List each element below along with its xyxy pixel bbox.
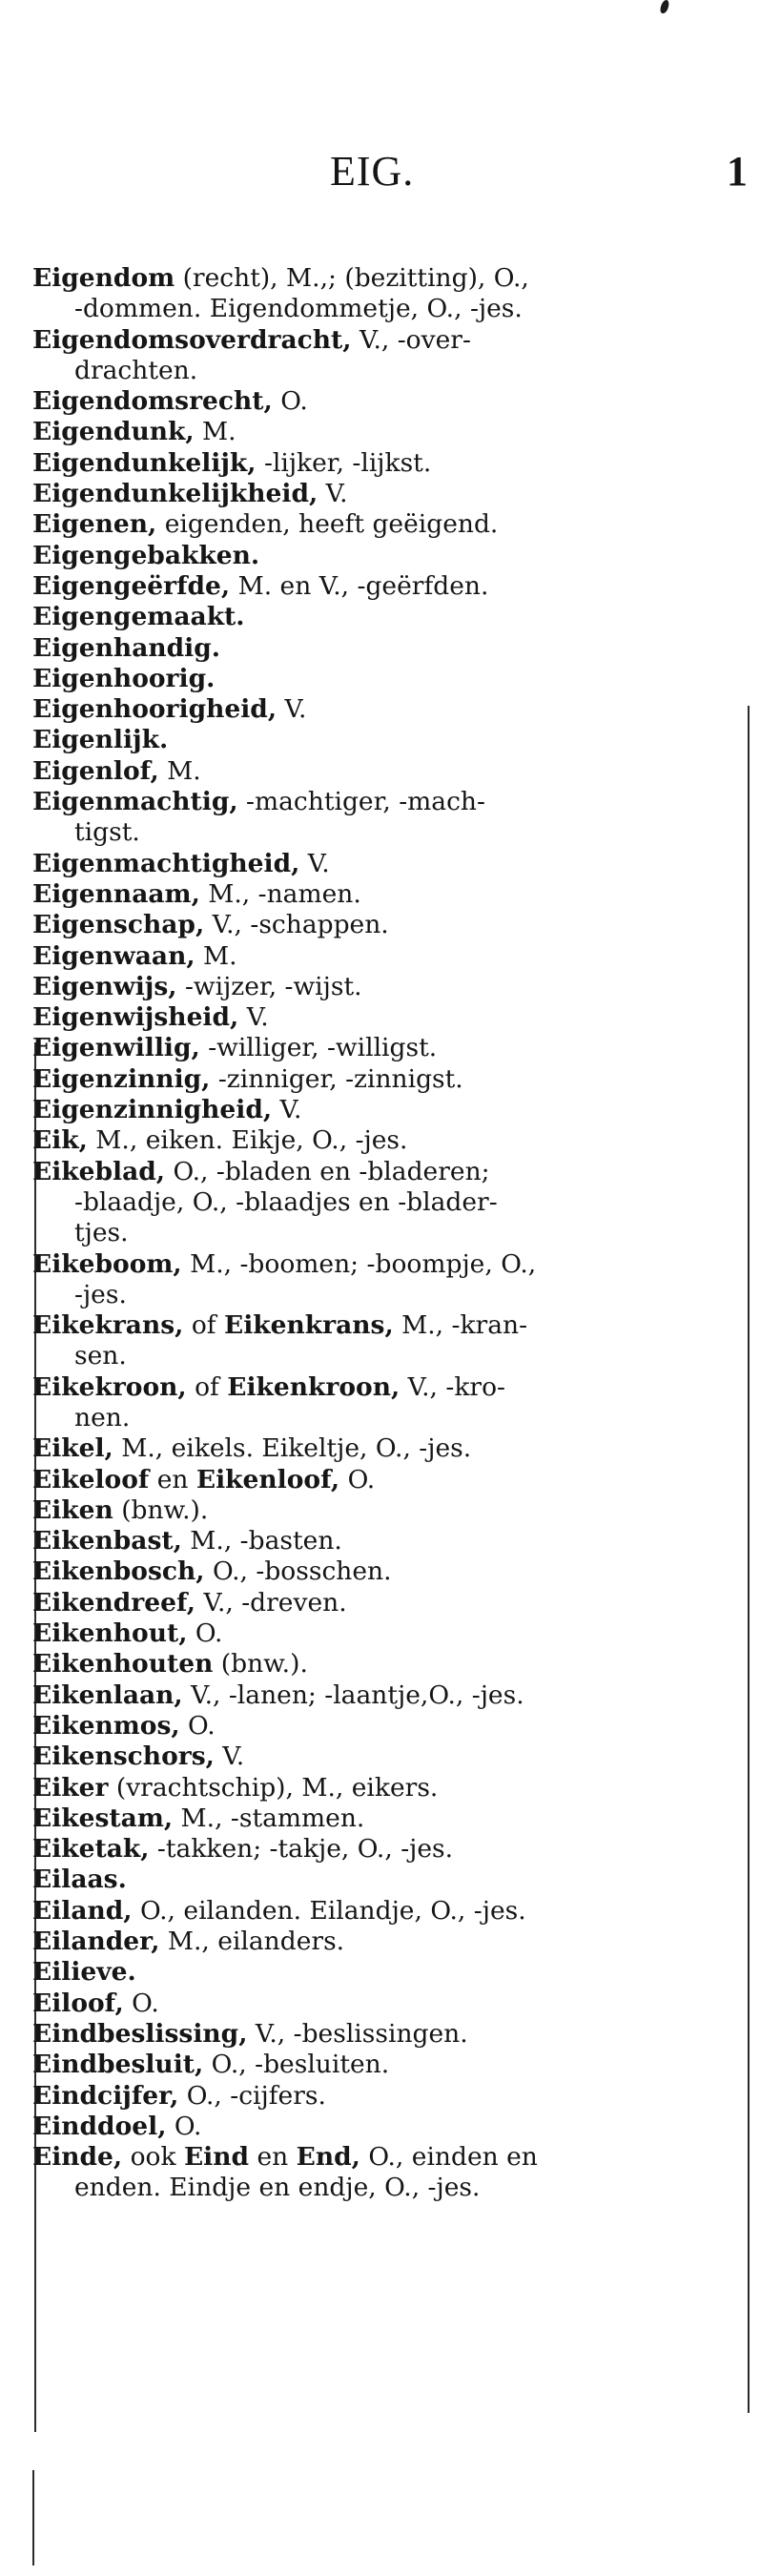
- entry-headword: Eigengebakken.: [32, 540, 260, 570]
- entry-headword: Eigengemaakt.: [32, 602, 245, 632]
- entry-headword: Eikeblad,: [32, 1156, 166, 1186]
- entry-headword: Eigenlof,: [32, 755, 159, 786]
- entry-text: O.: [179, 1710, 216, 1741]
- entry-text: en: [149, 1464, 196, 1494]
- entry-text: O.: [166, 2111, 202, 2141]
- entry-headword: Eigenhoorigheid,: [32, 694, 277, 725]
- entry-text: eigenden, heeft geëigend.: [156, 509, 499, 540]
- entry-text: V.: [318, 479, 348, 509]
- entry-text: O.: [272, 386, 308, 417]
- dictionary-entry: [32, 1249, 738, 1280]
- entry-headword: Eikenhout,: [32, 1618, 188, 1649]
- entry-text: M., -boomen; -boompje, O.,: [181, 1248, 537, 1279]
- entry-text: (bnw.).: [213, 1649, 308, 1680]
- entry-headword: Eikenkrans,: [224, 1310, 394, 1341]
- entry-text: V.: [272, 1095, 302, 1125]
- dictionary-entry: [32, 849, 738, 879]
- entry-continuation: [32, 1341, 738, 1371]
- entry-text: sen.: [74, 1341, 127, 1371]
- dictionary-entry: [32, 1711, 738, 1741]
- entry-text: M., eikels. Eikeltje, O., -jes.: [113, 1433, 472, 1464]
- entry-headword: Eigennaam,: [32, 878, 200, 909]
- entry-headword: Eiketak,: [32, 1834, 150, 1865]
- entry-text: en: [249, 2142, 297, 2173]
- entry-headword: Eigendomsrecht,: [32, 386, 273, 417]
- dictionary-entry: [32, 1495, 738, 1526]
- entry-headword: Eigenzinnigheid,: [32, 1095, 273, 1125]
- dictionary-entry: [32, 479, 738, 509]
- dictionary-entry: [32, 325, 738, 356]
- dictionary-entry: [32, 633, 738, 664]
- page-header: [0, 143, 760, 200]
- entry-headword: Eigenschap,: [32, 910, 205, 940]
- dictionary-entry: [32, 2142, 738, 2173]
- entry-text: V., -beslissingen.: [247, 2018, 468, 2049]
- dictionary-entry: [32, 1803, 738, 1834]
- dictionary-entry: [32, 263, 738, 294]
- entry-text: M., -kran-: [393, 1310, 528, 1341]
- entry-text: M.: [194, 417, 236, 447]
- entry-text: M., eiken. Eikje, O., -jes.: [87, 1125, 408, 1156]
- entry-text: drachten.: [74, 355, 198, 385]
- entry-text: -blaadje, O., -blaadjes en -blader-: [74, 1186, 498, 1217]
- entry-headword: Eikenmos,: [32, 1710, 180, 1741]
- dictionary-entry: [32, 1526, 738, 1556]
- dictionary-entry: [32, 1310, 738, 1341]
- dictionary-entry: [32, 1465, 738, 1495]
- entry-headword: Eigenhandig.: [32, 632, 220, 663]
- dictionary-entry: [32, 1957, 738, 1988]
- entry-headword: Eigenwillig,: [32, 1033, 200, 1063]
- dictionary-entry: [32, 1002, 738, 1033]
- dictionary-entry: [32, 972, 738, 1002]
- entry-headword: Eikenbast,: [32, 1526, 182, 1556]
- entry-headword: Eikenlaan,: [32, 1680, 183, 1710]
- entry-headword: Eikenbosch,: [32, 1556, 205, 1587]
- entry-text: O., eilanden. Eilandje, O., -jes.: [132, 1895, 526, 1926]
- entry-headword: Eikekrans,: [32, 1310, 184, 1341]
- entry-headword: Eikenschors,: [32, 1741, 215, 1772]
- entry-continuation: [32, 356, 738, 386]
- entry-text: V., -dreven.: [195, 1587, 347, 1618]
- entry-headword: Eigendunk,: [32, 417, 195, 447]
- dictionary-entry: [32, 1741, 738, 1772]
- entry-text: M. en V., -geërfden.: [230, 570, 489, 601]
- dictionary-entry: [32, 417, 738, 447]
- entry-text: (bnw.).: [113, 1494, 209, 1525]
- entry-text: ook: [122, 2142, 184, 2173]
- entry-continuation: [32, 294, 738, 324]
- entry-headword: Eigenwijsheid,: [32, 1002, 239, 1033]
- dictionary-entry: [32, 571, 738, 602]
- dictionary-entry: [32, 756, 738, 787]
- dictionary-entry: [32, 386, 738, 417]
- dictionary-entry: [32, 1865, 738, 1895]
- dictionary-entry: [32, 541, 738, 571]
- entry-text: (vrachtschip), M., eikers.: [108, 1772, 439, 1803]
- dictionary-entry: [32, 2081, 738, 2112]
- entry-text: -lijker, -lijkst.: [256, 447, 432, 478]
- entry-text: O.: [187, 1618, 223, 1649]
- entry-text: -dommen. Eigendommetje, O., -jes.: [74, 294, 523, 324]
- entry-text: V., -kro-: [400, 1371, 505, 1402]
- entry-headword: Eigenwijs,: [32, 971, 177, 1001]
- entry-text: V., -schappen.: [204, 910, 389, 940]
- entry-text: -williger, -willigst.: [199, 1033, 438, 1063]
- entry-headword: Eiken: [32, 1494, 113, 1525]
- margin-rule-bottom: [32, 2470, 34, 2566]
- entry-headword: Eikenhouten: [32, 1649, 214, 1680]
- entry-text: M., eilanders.: [159, 1927, 345, 1957]
- entry-text: V.: [277, 694, 307, 725]
- dictionary-entry: [32, 1588, 738, 1618]
- entry-headword: Einddoel,: [32, 2111, 167, 2141]
- entry-headword: Eikeboom,: [32, 1248, 182, 1279]
- page-number: 1: [727, 148, 748, 195]
- entry-headword: Eikenloof,: [195, 1464, 340, 1494]
- entry-headword: Eigendunkelijk,: [32, 447, 257, 478]
- entry-text: O., -besluiten.: [203, 2050, 390, 2080]
- entry-headword: Eik,: [32, 1125, 88, 1156]
- entry-text: M.: [158, 755, 201, 786]
- entry-text: O., einden en: [359, 2142, 538, 2173]
- dictionary-entry: [32, 941, 738, 972]
- dictionary-entry: [32, 1433, 738, 1464]
- entry-text: O.: [339, 1464, 376, 1494]
- entry-text: of: [186, 1371, 228, 1402]
- entry-text: (recht), M.,; (bezitting), O.,: [175, 263, 529, 293]
- entry-headword: Eikestam,: [32, 1803, 174, 1833]
- dictionary-entry: [32, 2019, 738, 2050]
- dictionary-entry: [32, 1896, 738, 1927]
- margin-rule-right: [748, 706, 750, 2413]
- entry-headword: Eigenen,: [32, 509, 157, 540]
- entry-continuation: [32, 817, 738, 848]
- entry-list: [32, 263, 738, 2204]
- entry-headword: Eigenmachtig,: [32, 787, 238, 817]
- dictionary-entry: [32, 602, 738, 632]
- entry-text: enden. Eindje en endje, O., -jes.: [74, 2173, 481, 2203]
- dictionary-entry: [32, 2050, 738, 2080]
- entry-headword: Eilander,: [32, 1927, 160, 1957]
- dictionary-entry: [32, 1649, 738, 1680]
- entry-continuation: [32, 1403, 738, 1433]
- entry-text: V., -over-: [351, 324, 471, 355]
- entry-headword: Eind: [183, 2142, 250, 2173]
- dictionary-entry: [32, 879, 738, 910]
- dictionary-entry: [32, 2112, 738, 2142]
- entry-headword: Eigendom: [32, 263, 175, 293]
- dictionary-entry: [32, 448, 738, 479]
- dictionary-entry: [32, 1989, 738, 2019]
- entry-text: V.: [238, 1002, 269, 1033]
- entry-headword: Eigengeërfde,: [32, 570, 231, 601]
- dictionary-entry: [32, 787, 738, 817]
- entry-text: V., -lanen; -laantje,O., -jes.: [182, 1680, 524, 1710]
- entry-headword: Eigenwaan,: [32, 940, 195, 971]
- dictionary-entry: [32, 1927, 738, 1957]
- dictionary-entry: [32, 664, 738, 694]
- entry-text: -machtiger, -mach-: [237, 787, 485, 817]
- dictionary-entry: [32, 1372, 738, 1403]
- entry-headword: Eikekroon,: [32, 1371, 187, 1402]
- entry-text: tjes.: [74, 1218, 129, 1248]
- entry-text: V.: [214, 1741, 245, 1772]
- entry-headword: Eikel,: [32, 1433, 113, 1464]
- page-title: EIG.: [330, 148, 415, 195]
- entry-text: M., -basten.: [181, 1526, 342, 1556]
- entry-headword: Eigenlijk.: [32, 725, 169, 755]
- dictionary-entry: [32, 1064, 738, 1095]
- dictionary-entry: [32, 1095, 738, 1125]
- entry-continuation: [32, 1280, 738, 1310]
- ink-speck: [659, 0, 669, 13]
- entry-text: tigst.: [74, 817, 140, 848]
- entry-text: -jes.: [74, 1279, 127, 1309]
- dictionary-entry: [32, 1773, 738, 1803]
- dictionary-entry: [32, 509, 738, 540]
- dictionary-entry: [32, 1680, 738, 1711]
- dictionary-entry: [32, 725, 738, 755]
- entry-headword: Eigenhoorig.: [32, 663, 216, 693]
- entry-text: -zinniger, -zinnigst.: [210, 1063, 463, 1094]
- entry-headword: Eiland,: [32, 1895, 133, 1926]
- entry-continuation: [32, 1187, 738, 1218]
- dictionary-entry: [32, 1618, 738, 1649]
- entry-headword: Eiloof,: [32, 1988, 124, 2018]
- dictionary-entry: [32, 694, 738, 725]
- dictionary-entry: [32, 1157, 738, 1187]
- entry-headword: Eikenkroon,: [227, 1371, 401, 1402]
- entry-headword: Eindbesluit,: [32, 2050, 204, 2080]
- entry-text: M., -namen.: [199, 878, 361, 909]
- entry-headword: Eigendomsoverdracht,: [32, 324, 352, 355]
- entry-headword: Eigendunkelijkheid,: [32, 479, 318, 509]
- entry-headword: End,: [296, 2142, 360, 2173]
- entry-text: M.: [195, 940, 237, 971]
- entry-text: O., -bladen en -bladeren;: [165, 1156, 490, 1186]
- entry-headword: Eilaas.: [32, 1865, 127, 1895]
- entry-headword: Einde,: [32, 2142, 123, 2173]
- dictionary-entry: [32, 1125, 738, 1156]
- entry-text: O., -cijfers.: [178, 2080, 326, 2111]
- entry-text: -wijzer, -wijst.: [176, 971, 362, 1001]
- entry-text: -takken; -takje, O., -jes.: [149, 1834, 454, 1865]
- entry-headword: Eigenzinnig,: [32, 1063, 211, 1094]
- entry-text: of: [183, 1310, 225, 1341]
- entry-text: O., -bosschen.: [204, 1556, 392, 1587]
- entry-headword: Eindbeslissing,: [32, 2018, 248, 2049]
- entry-headword: Eigenmachtigheid,: [32, 848, 300, 878]
- entry-text: O.: [123, 1988, 159, 2018]
- entry-text: M., -stammen.: [173, 1803, 365, 1833]
- entry-headword: Eindcijfer,: [32, 2080, 179, 2111]
- dictionary-entry: [32, 1834, 738, 1865]
- dictionary-entry: [32, 910, 738, 940]
- entry-continuation: [32, 2173, 738, 2203]
- dictionary-entry: [32, 1556, 738, 1587]
- entry-continuation: [32, 1218, 738, 1248]
- entry-text: nen.: [74, 1402, 131, 1432]
- entry-headword: Eilieve.: [32, 1957, 136, 1988]
- entry-text: V.: [299, 848, 330, 878]
- entry-headword: Eiker: [32, 1772, 109, 1803]
- dictionary-entry: [32, 1033, 738, 1063]
- entry-headword: Eikendreef,: [32, 1587, 196, 1618]
- entry-headword: Eikeloof: [32, 1464, 150, 1494]
